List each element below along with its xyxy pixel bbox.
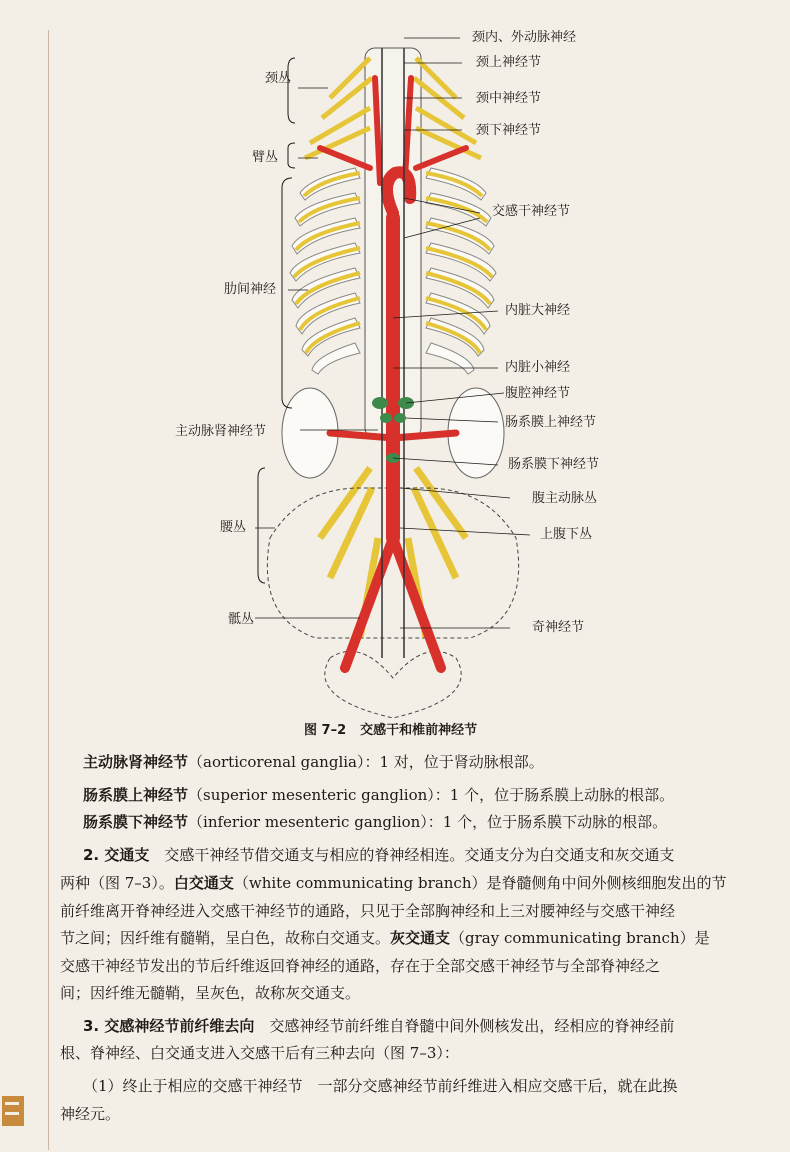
paragraph-inferior-mesenteric	[83, 806, 753, 839]
label-inferior-mesenteric-ganglion: 肠系膜下神经节	[508, 457, 600, 472]
text-aorticorenal: （aorticorenal ganglia）：1 对，位于肾动脉根部。	[188, 753, 544, 771]
text-line: 一部分交感神经节前纤维进入相应交感干后，就在此换	[302, 1077, 678, 1095]
page-edge-marker-stripe	[5, 1102, 19, 1105]
label-middle-cervical-ganglion: 颈中神经节	[476, 91, 542, 106]
label-celiac-ganglion: 腹腔神经节	[505, 386, 571, 401]
text-line: 两种（图 7–3）。	[60, 874, 174, 892]
margin-line	[48, 30, 49, 1150]
heading-communicating-branch: 2. 交通支	[83, 846, 150, 864]
paragraph-aorticorenal	[83, 746, 753, 779]
text-superior-mesenteric: （superior mesenteric ganglion）：1 个，位于肠系膜上动脉的根部。	[188, 786, 675, 804]
label-brachial-plexus: 臂丛	[252, 150, 279, 165]
text-line: （gray communicating branch）是	[450, 929, 710, 947]
label-superior-mesenteric-ganglion: 肠系膜上神经节	[505, 415, 597, 430]
term-gray-communicating-branch: 灰交通支	[390, 929, 451, 947]
section-communicating-branch-line6: 间；因纤维无髓鞘，呈灰色，故称灰交通支。	[60, 984, 361, 1002]
subsection-terminate-line2: 神经元。	[60, 1105, 121, 1123]
heading-preganglionic-fibers: 3. 交感神经节前纤维去向	[83, 1017, 255, 1035]
text-line: 交感干神经节借交通支与相应的脊神经相连。交通支分为白交通支和灰交通支	[149, 846, 675, 864]
label-intercostal-nerves: 肋间神经	[224, 282, 277, 297]
section-preganglionic-line2: 根、脊神经、白交通支进入交感干后有三种去向（图 7–3）：	[60, 1044, 459, 1062]
label-aorticorenal-ganglion: 主动脉肾神经节	[175, 424, 267, 439]
subheading-terminate-in-ganglion: （1）终止于相应的交感干神经节	[83, 1077, 303, 1095]
term-inferior-mesenteric: 肠系膜下神经节	[83, 813, 189, 831]
section-communicating-branch-line3: 前纤维离开脊神经进入交感干神经节的通路，只见于全部胸神经和上三对腰神经与交感干神经	[60, 902, 676, 920]
figure-caption-text: 交感干和椎前神经节	[360, 723, 478, 738]
label-internal-external-carotid-nerve: 颈内、外动脉神经	[472, 30, 577, 45]
text-inferior-mesenteric: （inferior mesenteric ganglion）：1 个，位于肠系膜下动脉的根部。	[188, 813, 668, 831]
term-superior-mesenteric: 肠系膜上神经节	[83, 786, 189, 804]
label-lesser-splanchnic-nerve: 内脏小神经	[505, 360, 571, 375]
label-cervical-plexus: 颈丛	[265, 71, 292, 86]
text-line: （white communicating branch）是脊髓侧角中间外侧核细胞发出的节	[233, 874, 727, 892]
label-inferior-cervical-ganglion: 颈下神经节	[476, 123, 542, 138]
text-line: 交感神经节前纤维自脊髓中间外侧核发出，经相应的脊神经前	[254, 1017, 675, 1035]
figure-caption-number: 图 7–2	[304, 723, 347, 738]
label-superior-cervical-ganglion: 颈上神经节	[476, 55, 542, 70]
term-aorticorenal: 主动脉肾神经节	[83, 753, 189, 771]
brackets	[258, 58, 295, 583]
figure-caption	[304, 719, 491, 738]
label-sympathetic-trunk-ganglia: 交感干神经节	[492, 204, 571, 219]
label-ganglion-impar: 奇神经节	[532, 620, 585, 635]
page-edge-marker-stripe	[5, 1112, 19, 1115]
label-greater-splanchnic-nerve: 内脏大神经	[505, 303, 571, 318]
label-lumbar-plexus: 腰丛	[220, 520, 247, 535]
term-white-communicating-branch: 白交通支	[173, 874, 234, 892]
label-sacral-plexus: 骶丛	[228, 612, 255, 627]
section-communicating-branch-line5: 交感干神经节发出的节后纤维返回脊神经的通路，存在于全部交感干神经节与全部脊神经之	[60, 957, 661, 975]
sympathetic-trunk-figure	[60, 18, 780, 718]
label-abdominal-aortic-plexus: 腹主动脉丛	[532, 491, 598, 506]
label-superior-hypogastric-plexus: 上腹下丛	[540, 527, 593, 542]
text-line: 节之间；因纤维有髓鞘，呈白色，故称白交通支。	[60, 929, 391, 947]
page-edge-marker	[2, 1096, 24, 1126]
